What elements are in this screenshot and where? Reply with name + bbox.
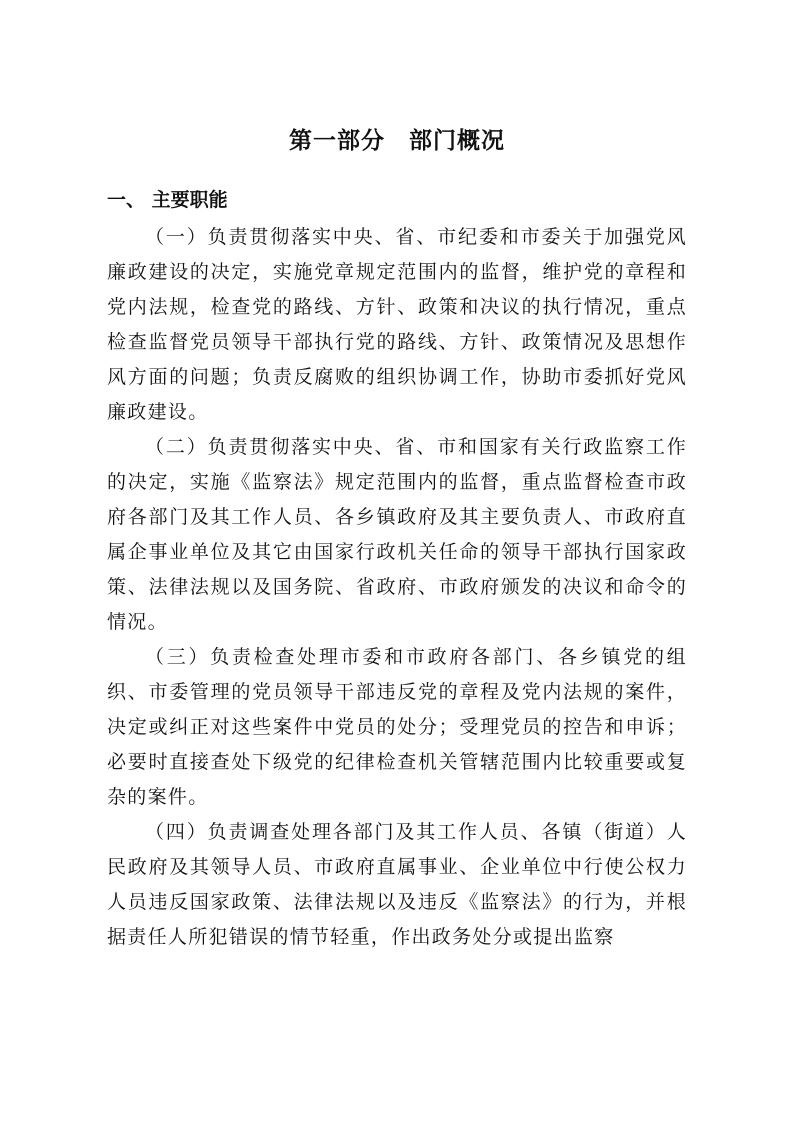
paragraph-2: （二）负责贯彻落实中央、省、市和国家有关行政监察工作的决定，实施《监察法》规定范围内的监督，重点监督检查市政府各部门及其工作人员、各乡镇政府及其主要负责人、市政府直属企事业单位及其它由国家行政机关任命的领导干部执行国家政策、法律法规以及国务院、省政府、市政府颁发的决议和命令的情况。	[107, 436, 687, 633]
document-title: 第一部分 部门概况	[289, 128, 505, 154]
paragraph-4: （四）负责调查处理各部门及其工作人员、各镇（街道）人民政府及其领导人员、市政府直属事业、企业单位中行使公权力人员违反国家政策、法律法规以及违反《监察法》的行为，并根据责任人所犯错误的情节轻重，作出政务处分或提出监察	[107, 821, 687, 948]
document-body	[107, 220, 687, 955]
paragraph-3: （三）负责检查处理市委和市政府各部门、各乡镇党的组织、市委管理的党员领导干部违反党的章程及党内法规的案件，决定或纠正对这些案件中党员的处分；受理党员的控告和申诉；必要时直接查处下级党的纪律检查机关管辖范围内比较重要或复杂的案件。	[107, 646, 687, 808]
paragraph-1: （一）负责贯彻落实中央、省、市纪委和市委关于加强党风廉政建设的决定，实施党章规定范围内的监督，维护党的章程和党内法规，检查党的路线、方针、政策和决议的执行情况，重点检查监督党员领导干部执行党的路线、方针、政策情况及思想作风方面的问题；负责反腐败的组织协调工作，协助市委抓好党风廉政建设。	[107, 226, 687, 423]
section-heading: 一、 主要职能	[107, 189, 228, 211]
